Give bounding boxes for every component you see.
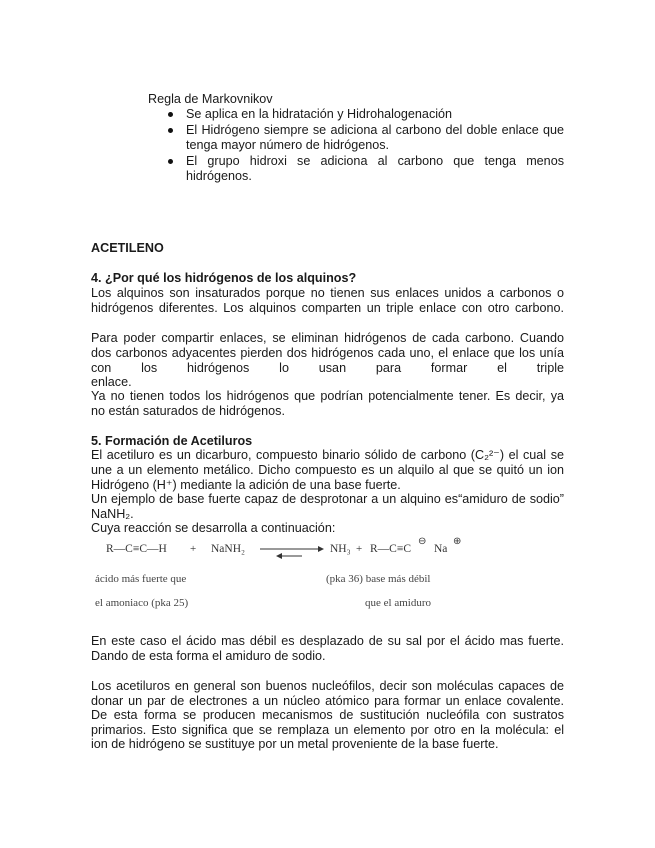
markovnikov-title: Regla de Markovnikov [148,92,273,106]
reactant-alkyne: R—C≡C—H [106,543,167,555]
product-sodium: Na [434,543,448,555]
q4-p2-line-1: Para poder compartir enlaces, se eliminan hidrógenos de cada carbono. Cuando [91,331,564,345]
q5-p1-line-4: Un ejemplo de base fuerte capaz de desprotonar a un alquino es“amiduro de sodio” [91,492,564,506]
plus-sign: + [190,543,197,555]
product-ammonia: NH₃ [330,543,351,555]
markovnikov-bullet-2-line-1: El Hidrógeno siempre se adiciona al carbono del doble enlace que [186,123,564,137]
q4-p2-line-2: dos carbonos adyacentes pierden dos hidrógenos cada uno, el enlace que los unía [91,346,564,360]
q4-heading: 4. ¿Por qué los hidrógenos de los alquinos? [91,271,357,285]
label-stronger-acid: ácido más fuerte que [95,573,187,585]
section-heading: ACETILENO [91,241,164,255]
q5-p1-line-5: NaNH₂. [91,507,134,521]
equilibrium-arrow-icon [258,544,324,560]
q4-p1-line-1: Los alquinos son insaturados porque no tienen sus enlaces unidos a carbonos o [91,286,564,300]
plus-sign: + [356,543,363,555]
q5-p1-line-6: Cuya reacción se desarrolla a continuación: [91,521,336,535]
q4-p3-line-2: no están saturados de hidrógenos. [91,404,285,418]
q5-p3-line-1: Los acetiluros en general son buenos nucleófilos, decir son moléculas capaces de [91,679,564,693]
product-acetylide: R—C≡C [370,543,411,555]
bullet-dot [168,112,173,117]
q5-heading: 5. Formación de Acetiluros [91,434,253,448]
bullet-dot [168,159,173,164]
label-ammonia-pka: el amoniaco (pka 25) [95,597,189,609]
q5-p2-line-2: Dando de esta forma el amiduro de sodio. [91,649,326,663]
q5-p2-line-1: En este caso el ácido mas débil es desplazado de su sal por el ácido mas fuerte. [91,634,564,648]
q5-p3-line-4: primarios. Esto significa que se remplaza un elemento por otro en la molécula: el [91,723,564,737]
label-weaker-base: (pka 36) base más débil [326,573,431,585]
charge-plus-icon: ⊕ [453,536,462,547]
markovnikov-bullet-3-line-2: hidrógenos. [186,169,252,183]
q5-p1-line-3: Hidrógeno (H⁺) mediante la adición de una base fuerte. [91,478,401,492]
q4-p1-line-2: hidrógenos diferentes. Los alquinos comparten un triple enlace con otro carbono. [91,301,564,315]
q4-p3-line-1: Ya no tienen todos los hidrógenos que podrían potencialmente tener. Es decir, ya [91,389,564,403]
q5-p3-line-3: De esta forma se producen mecanismos de sustitución nucleófila con sustratos [91,708,564,722]
reactant-sodium-amide: NaNH₂ [211,543,246,555]
q5-p1-line-1: El acetiluro es un dicarburo, compuesto binario sólido de carbono (C₂²⁻) el cual se [91,448,564,462]
bullet-dot [168,128,173,133]
q5-p3-line-5: ion de hidrógeno se sustituye por un metal proveniente de la base fuerte. [91,737,499,751]
markovnikov-bullet-1: Se aplica en la hidratación y Hidrohalogenación [186,107,453,121]
q5-p1-line-2: une a un elemento metálico. Dicho compuesto es un alquilo al que se quitó un ion [91,463,564,477]
q5-p3-line-2: donar un par de electrones a un núcleo atómico para formar un enlace covalente. [91,694,564,708]
markovnikov-bullet-2-line-2: tenga mayor número de hidrógenos. [186,138,390,152]
markovnikov-bullet-3-line-1: El grupo hidroxi se adiciona al carbono que tenga menos [186,154,564,168]
label-than-amide: que el amiduro [365,597,431,609]
charge-minus-icon: ⊖ [418,536,427,547]
q4-p2-line-3: con los hidrógenos lo usan para formar el triple enlace. [91,361,564,389]
